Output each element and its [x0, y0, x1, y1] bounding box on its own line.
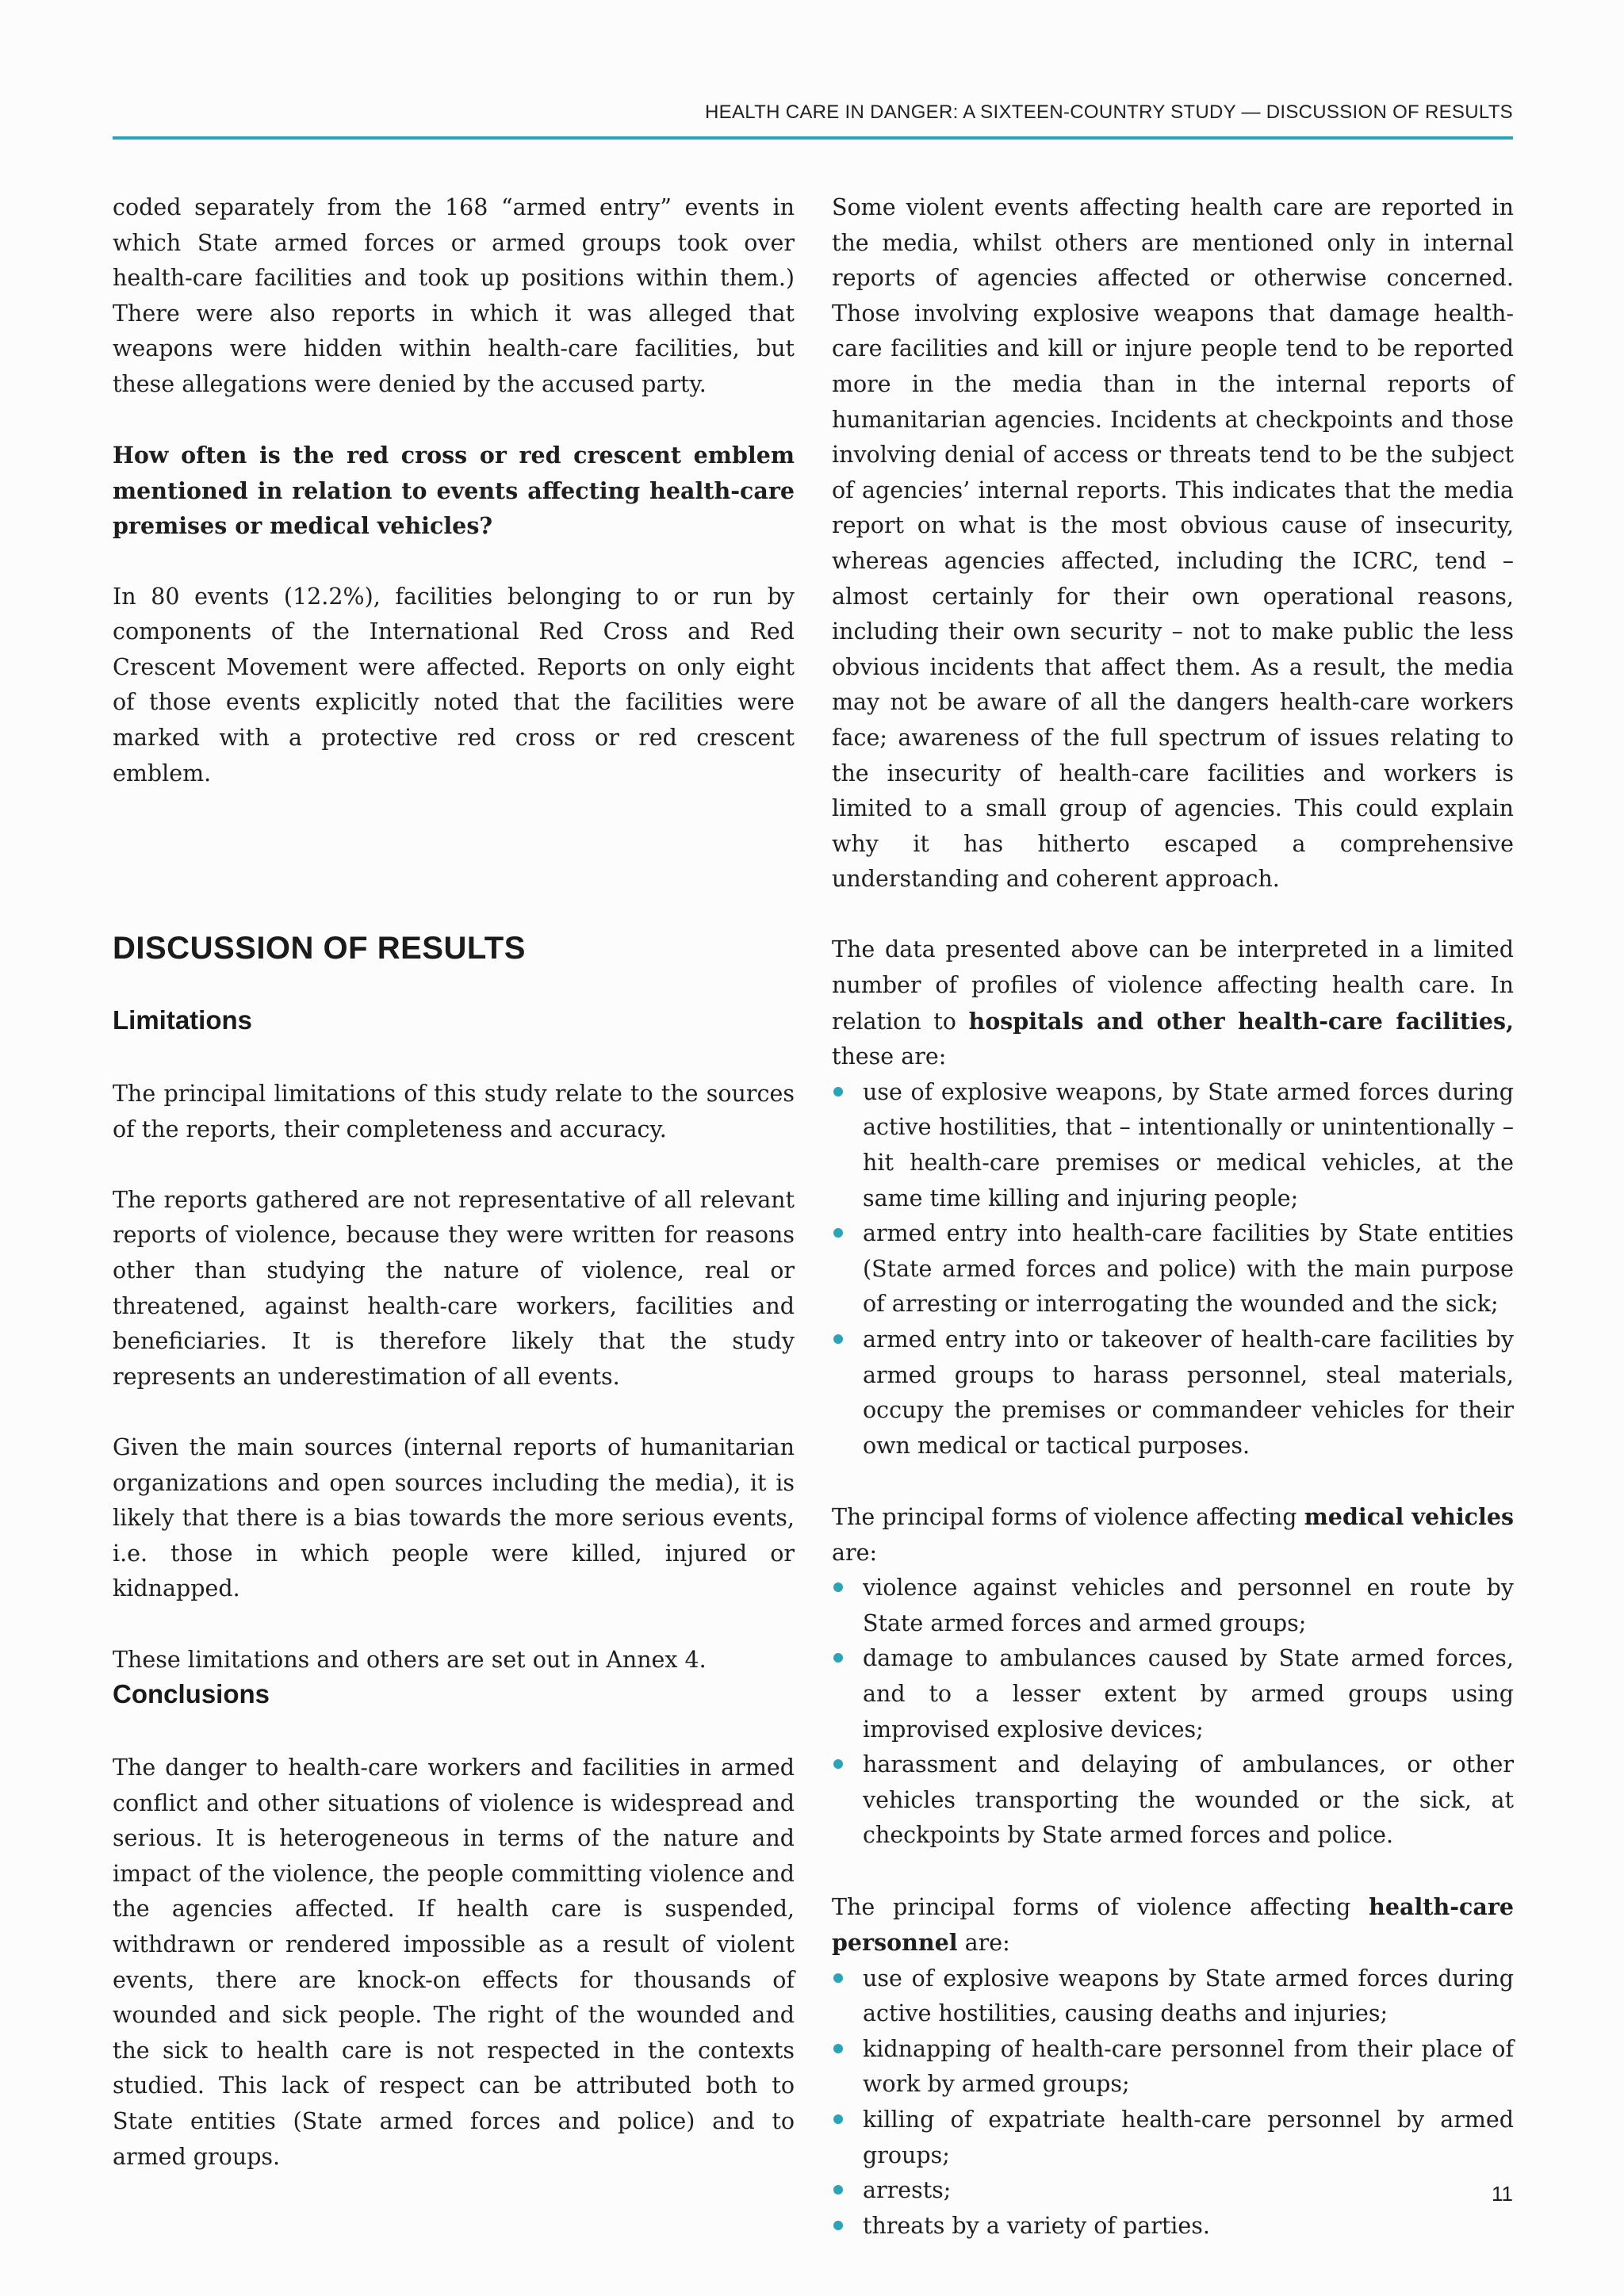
page-number: 11: [1492, 2182, 1513, 2206]
list-item: killing of expatriate health-care personnel by armed groups;: [832, 2103, 1514, 2173]
p2-pre: The data presented above can be interpreted in a limited number of profiles of violence affecting health care. In relation to: [832, 936, 1514, 1035]
running-header: HEALTH CARE IN DANGER: A SIXTEEN-COUNTRY STUDY — DISCUSSION OF RESULTS: [705, 101, 1513, 123]
list-item: threats by a variety of parties.: [832, 2209, 1514, 2244]
list-item: damage to ambulances caused by State armed forces, and to a lesser extent by armed groups using improvised explosive devices;: [832, 1641, 1514, 1747]
list-item: use of explosive weapons by State armed forces during active hostilities, causing deaths and injuries;: [832, 1961, 1514, 2032]
p2-post: these are:: [832, 1043, 947, 1070]
p2-bold: hospitals and other health-care facilities,: [968, 1007, 1514, 1035]
p4-pre: The principal forms of violence affecting: [832, 1893, 1369, 1920]
list-item: arrests;: [832, 2173, 1514, 2209]
p3-pre: The principal forms of violence affecting: [832, 1503, 1304, 1530]
right-paragraph-1: Some violent events affecting health care are reported in the media, whilst others are mentioned only in internal reports of agencies affected or otherwise concerned. Those involving explosive weapons that damage health-care facilities and kill or injure people tend to be reported more in the media than in the internal reports of humanitarian agencies. Incidents at checkpoints and those involving denial of access or threats tend to be the subject of agencies’ internal reports. This indicates that the media report on what is the most obvious cause of insecurity, whereas agencies affected, including the ICRC, tend – almost certainly for their own operational reasons, including their own security – not to make public the less obvious incidents that affect them. As a result, the media may not be aware of all the dangers health-care workers face; awareness of the full spectrum of issues relating to the insecurity of health-care facilities and workers is limited to a small group of agencies. This could explain why it has hitherto escaped a comprehensive understanding and coherent approach.: [832, 194, 1514, 893]
right-column: [832, 190, 1514, 2244]
right-paragraph-3: [832, 1499, 1514, 1571]
list-item: use of explosive weapons, by State armed forces during active hostilities, that – intentionally or unintentionally – hit health-care premises or medical vehicles, at the same time killing and injuring people;: [832, 1075, 1514, 1216]
left-paragraph-1: coded separately from the 168 “armed entry” events in which State armed forces or armed groups took over health-care facilities and took up positions within them.) There were also reports in which it was alleged that weapons were hidden within health-care facilities, but these allegations were denied by the accused party.: [113, 194, 795, 397]
conclusions-body: [113, 1751, 795, 2175]
header-rule: [113, 136, 1513, 140]
list-item: violence against vehicles and personnel en route by State armed forces and armed groups;: [832, 1571, 1514, 1641]
right-paragraph-4: [832, 1889, 1514, 1961]
list-item: armed entry into health-care facilities by State entities (State armed forces and police) with the main purpose of arresting or interrogating the wounded and the sick;: [832, 1216, 1514, 1322]
conclusions-paragraph-1: The danger to health-care workers and facilities in armed conflict and other situations of violence is widespread and serious. It is heterogeneous in terms of the nature and impact of the violence, the people committing violence and the agencies affected. If health care is suspended, withdrawn or rendered impossible as a result of violent events, there are knock-on effects for thousands of wounded and sick people. The right of the wounded and the sick to health care is not respected in the contexts studied. This lack of respect can be attributed both to State entities (State armed forces and police) and to armed groups.: [113, 1755, 795, 2170]
limitations-heading: Limitations: [113, 1005, 253, 1035]
list-item: armed entry into or takeover of health-care facilities by armed groups to harass personnel, steal materials, occupy the premises or commandeer vehicles for their own medical or tactical purposes.: [832, 1322, 1514, 1464]
p4-bold: health-care personnel: [832, 1892, 1514, 1957]
limitations-paragraph-2: The reports gathered are not representative of all relevant reports of violence, because they were written for reasons other than studying the nature of violence, real or threatened, against health-care workers, facilities and beneficiaries. It is therefore likely that the study represents an underestimation of all events.: [113, 1186, 795, 1390]
p3-bold: medical vehicles: [1304, 1502, 1515, 1530]
limitations-paragraph-3: Given the main sources (internal reports of humanitarian organizations and open sources including the media), it is likely that there is a bias towards the more serious events, i.e. those in which people were killed, injured or kidnapped.: [113, 1433, 795, 1602]
section-title: DISCUSSION OF RESULTS: [113, 931, 526, 966]
list-item: kidnapping of health-care personnel from their place of work by armed groups;: [832, 2032, 1514, 2103]
personnel-list: [832, 1961, 1514, 2244]
right-paragraph-2: [832, 932, 1514, 1074]
emblem-answer: In 80 events (12.2%), facilities belonging to or run by components of the International Red Cross and Red Crescent Movement were affected. Reports on only eight of those events explicitly noted that the facilities were marked with a protective red cross or red crescent emblem.: [113, 583, 795, 786]
conclusions-heading: Conclusions: [113, 1679, 270, 1709]
vehicles-list: [832, 1571, 1514, 1854]
limitations-paragraph-1: The principal limitations of this study relate to the sources of the reports, their completeness and accuracy.: [113, 1081, 795, 1142]
left-column-top: [113, 190, 795, 791]
list-item: harassment and delaying of ambulances, or other vehicles transporting the wounded or the sick, at checkpoints by State armed forces and police.: [832, 1747, 1514, 1854]
limitations-body: [113, 1077, 795, 1678]
p3-post: are:: [832, 1539, 878, 1566]
facilities-list: [832, 1075, 1514, 1464]
p4-post: are:: [957, 1930, 1010, 1957]
emblem-question: How often is the red cross or red crescent emblem mentioned in relation to events affecting health-care premises or medical vehicles?: [113, 442, 795, 540]
limitations-paragraph-4: These limitations and others are set out in Annex 4.: [113, 1646, 707, 1673]
